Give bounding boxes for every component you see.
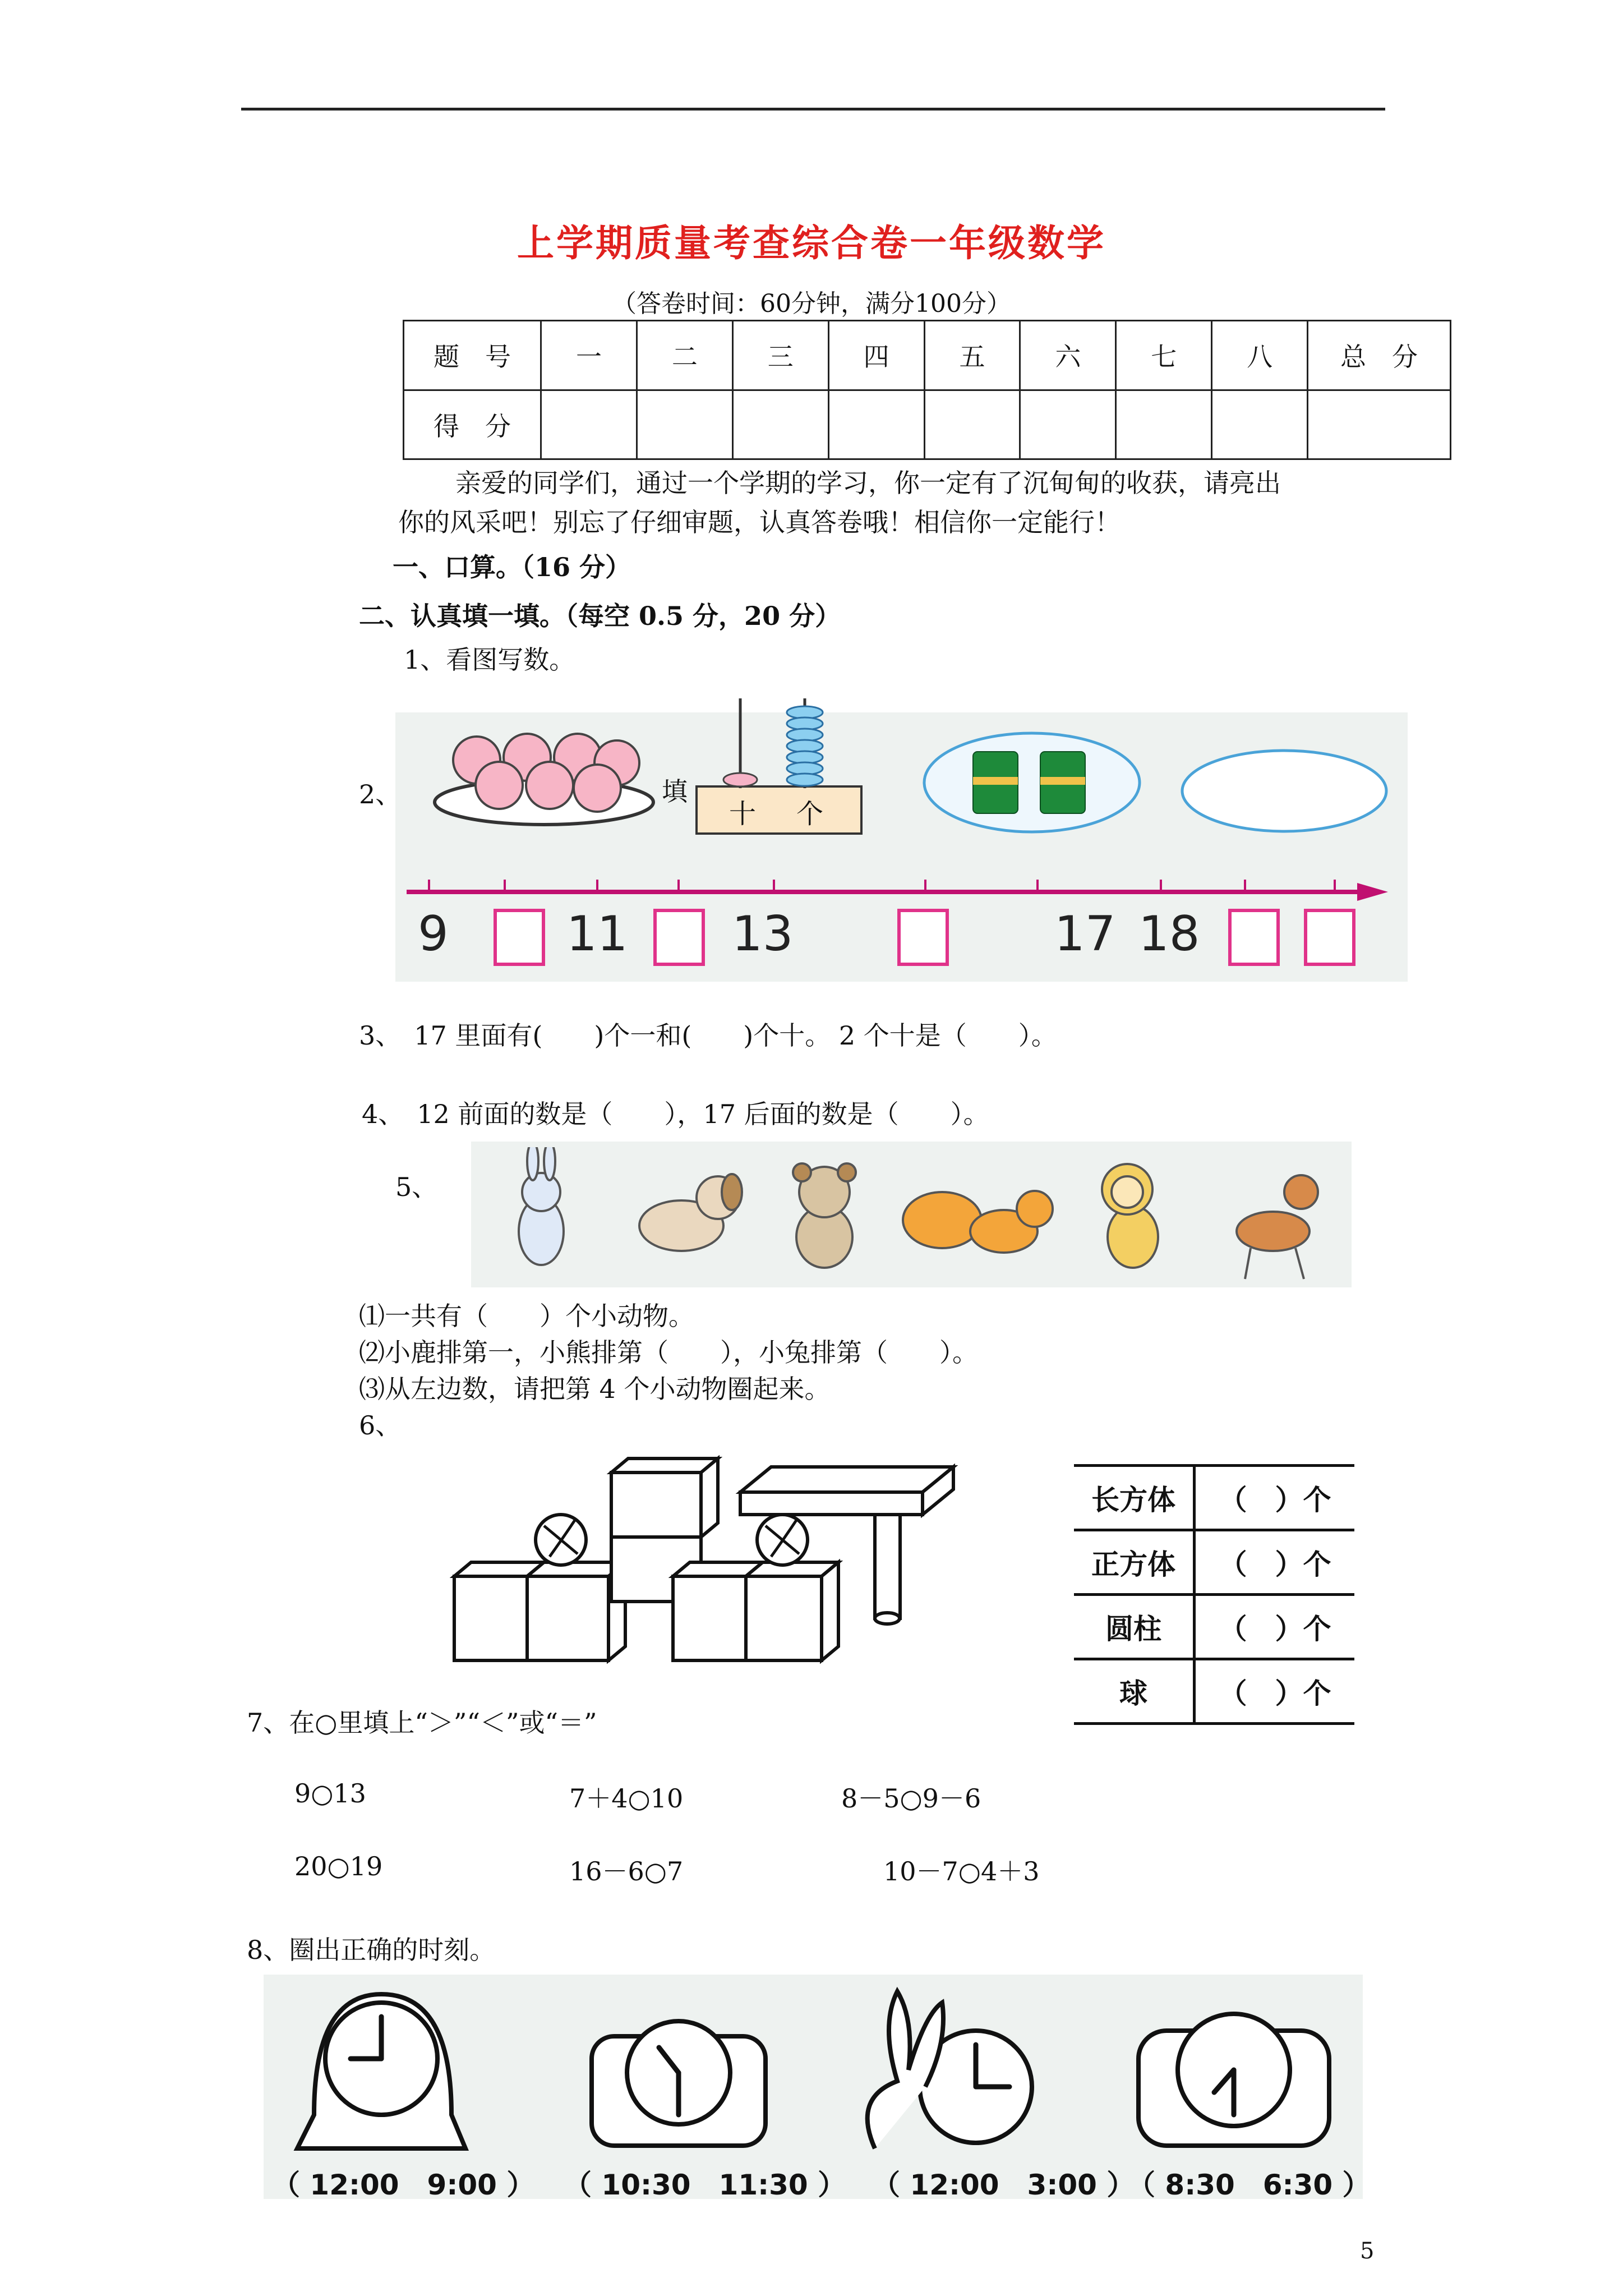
score-input-cell[interactable]: [924, 390, 1020, 459]
peach-plate-image: [432, 729, 656, 830]
page-subtitle: （答卷时间：60分钟，满分100分）: [612, 289, 1011, 318]
shape-label: 球: [1074, 1659, 1195, 1724]
number-line-blank-box[interactable]: [897, 909, 949, 966]
solid-shapes-drawing: [449, 1442, 1021, 1666]
clock-caption[interactable]: （ 10:30 11:30 ）: [564, 2169, 846, 2201]
number-line-label: 17: [1054, 906, 1116, 962]
number-line: [404, 869, 1391, 914]
compare-item[interactable]: 10－7○4＋3: [883, 1856, 1040, 1887]
number-line-label: 18: [1138, 906, 1200, 962]
q4-text: 4、 12 前面的数是（ ），17 后面的数是（ ）。: [362, 1099, 989, 1129]
clock-caption[interactable]: （ 8:30 6:30 ）: [1127, 2169, 1371, 2201]
number-line-blank-box[interactable]: [653, 909, 705, 966]
clock-images: [292, 1980, 1346, 2154]
score-input-cell[interactable]: [1212, 390, 1308, 459]
shape-label: 圆柱: [1074, 1595, 1195, 1659]
q5-label: 5、: [395, 1172, 438, 1202]
q5-sub-1: ⑴一共有（ ）个小动物。: [359, 1301, 694, 1331]
page-title: 上学期质量考查综合卷一年级数学: [517, 221, 1106, 265]
clock-caption[interactable]: （ 12:00 9:00 ）: [272, 2169, 535, 2201]
header-rule: [241, 108, 1385, 111]
score-cell: 六: [1020, 321, 1116, 390]
number-line-blank-box[interactable]: [1228, 909, 1280, 966]
score-table: [403, 320, 1451, 460]
score-cell: 一: [541, 321, 637, 390]
compare-item[interactable]: 8－5○9－6: [841, 1783, 981, 1814]
number-line-label: 9: [418, 906, 449, 962]
score-cell: 四: [828, 321, 924, 390]
q6-label: 6、: [359, 1410, 402, 1441]
score-input-cell[interactable]: [541, 390, 637, 459]
stick-bundles-image: [920, 729, 1144, 836]
compare-item[interactable]: 9○13: [294, 1778, 366, 1809]
shape-row: [1074, 1659, 1354, 1724]
number-line-blank-box[interactable]: [494, 909, 545, 966]
shape-label: 正方体: [1074, 1530, 1195, 1595]
q3-text: 3、 17 里面有( )个一和( )个十。 2 个十是（ ）。: [359, 1020, 1057, 1051]
score-cell: 三: [732, 321, 828, 390]
intro-line-1: 亲爱的同学们，通过一个学期的学习，你一定有了沉甸甸的收获，请亮出: [455, 468, 1281, 498]
animals-image: [482, 1147, 1346, 1282]
shape-count-blank[interactable]: （ ）个: [1195, 1530, 1355, 1595]
abacus-ones-label: 个: [796, 798, 824, 830]
compare-item[interactable]: 16－6○7: [569, 1856, 684, 1887]
score-input-cell[interactable]: [828, 390, 924, 459]
clock-caption[interactable]: （ 12:00 3:00 ）: [872, 2169, 1135, 2201]
shape-count-blank[interactable]: （ ）个: [1195, 1466, 1355, 1530]
intro-line-2: 你的风采吧！别忘了仔细审题，认真答卷哦！相信你一定能行！: [398, 507, 1121, 537]
score-cell: 二: [637, 321, 732, 390]
shape-label: 长方体: [1074, 1466, 1195, 1530]
score-input-cell[interactable]: [1116, 390, 1212, 459]
shape-count-blank[interactable]: （ ）个: [1195, 1595, 1355, 1659]
score-input-cell[interactable]: [1020, 390, 1116, 459]
number-line-label: 11: [566, 906, 628, 962]
shape-count-table: [1074, 1464, 1354, 1725]
number-line-blank-box[interactable]: [1304, 909, 1355, 966]
empty-oval: [1178, 746, 1391, 836]
q5-sub-2: ⑵小鹿排第一，小熊排第（ ），小兔排第（ ）。: [359, 1337, 978, 1368]
q1-text: 1、看图写数。: [404, 645, 575, 675]
score-input-cell[interactable]: [637, 390, 732, 459]
score-cell: 五: [924, 321, 1020, 390]
score-input-cell[interactable]: [1308, 390, 1451, 459]
shape-row: [1074, 1466, 1354, 1530]
shape-row: [1074, 1530, 1354, 1595]
shape-count-blank[interactable]: （ ）个: [1195, 1659, 1355, 1724]
section-2-heading: 二、认真填一填。（每空 0.5 分，20 分）: [359, 601, 841, 631]
score-header-row: [404, 321, 1451, 390]
score-cell: 题 号: [404, 321, 541, 390]
q7-text: 7、在○里填上“＞”“＜”或“＝”: [247, 1708, 597, 1738]
score-value-row: [404, 390, 1451, 459]
number-line-label: 13: [732, 906, 794, 962]
page-number: 5: [1360, 2238, 1375, 2264]
score-cell: 得 分: [404, 390, 541, 459]
abacus-base: [695, 785, 863, 835]
compare-item[interactable]: 20○19: [294, 1851, 383, 1881]
abacus-tens-label: 十: [729, 798, 757, 830]
score-cell: 总 分: [1308, 321, 1451, 390]
score-cell: 八: [1212, 321, 1308, 390]
shape-row: [1074, 1595, 1354, 1659]
score-cell: 七: [1116, 321, 1212, 390]
abacus-rods: [718, 693, 841, 788]
q8-text: 8、圈出正确的时刻。: [247, 1935, 496, 1965]
score-input-cell[interactable]: [732, 390, 828, 459]
q2-label: 2、: [359, 779, 402, 809]
q5-sub-3: ⑶从左边数，请把第 4 个小动物圈起来。: [359, 1374, 831, 1404]
q2-partial-label: 填: [662, 776, 688, 807]
section-1-heading: 一、口算。（16 分）: [393, 552, 631, 582]
compare-item[interactable]: 7＋4○10: [569, 1783, 684, 1814]
